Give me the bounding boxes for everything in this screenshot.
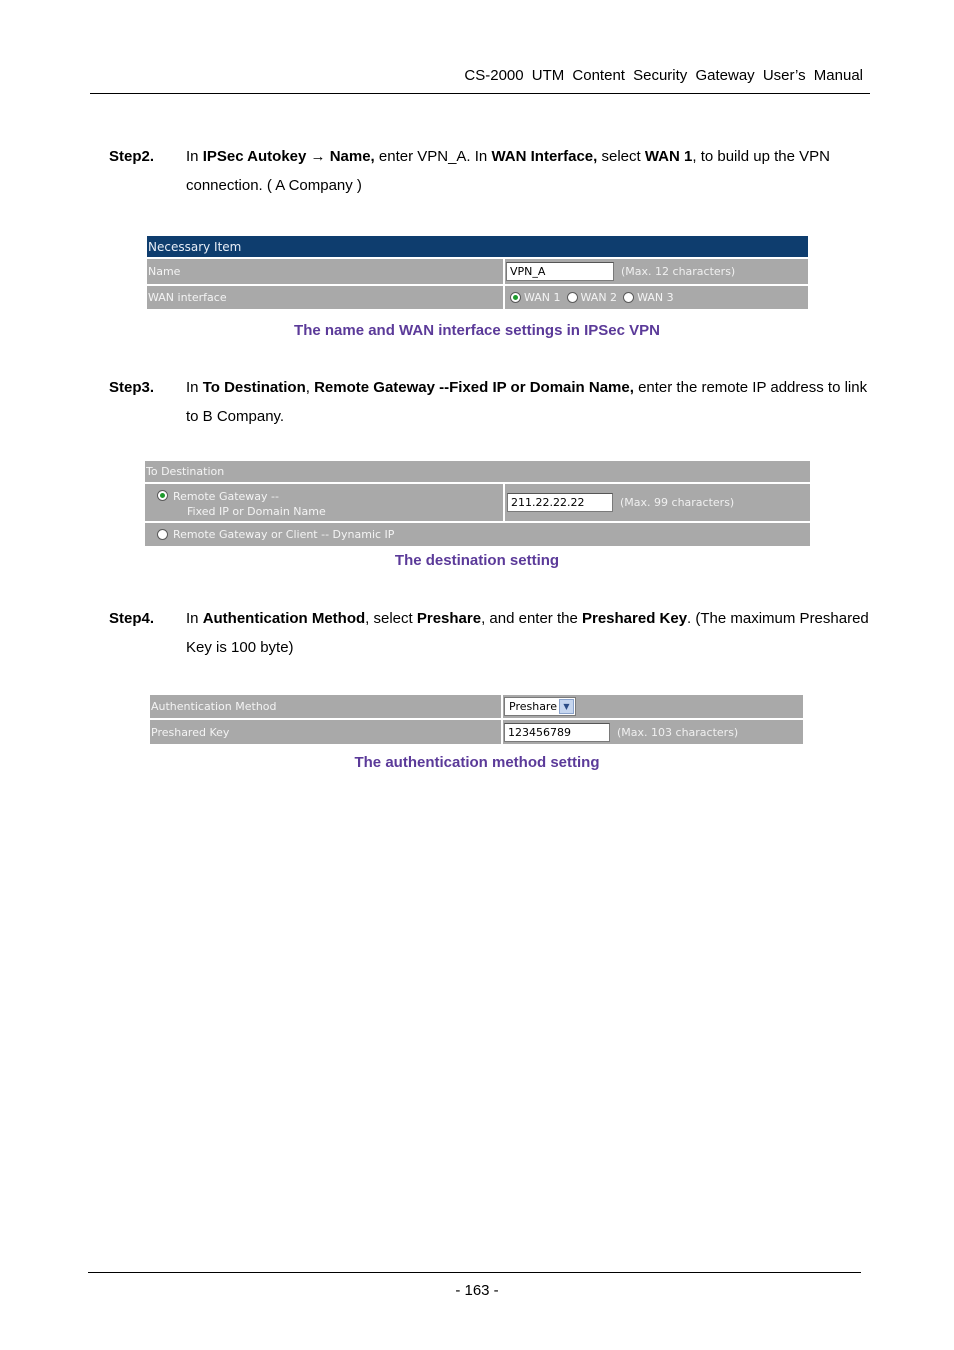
fixed-ip-label-line2: Fixed IP or Domain Name bbox=[187, 505, 326, 518]
auth-method-select[interactable] bbox=[504, 697, 576, 716]
auth-method-row bbox=[150, 695, 803, 718]
name-hint: (Max. 12 characters) bbox=[621, 265, 736, 278]
to-destination-title: To Destination bbox=[146, 465, 225, 478]
step2-text: select bbox=[597, 148, 645, 165]
name-row bbox=[147, 259, 808, 284]
fixed-ip-radio[interactable] bbox=[157, 490, 168, 501]
preshared-key-value-cell bbox=[503, 720, 803, 744]
fixed-ip-label-line1: Remote Gateway -- bbox=[173, 490, 279, 503]
step4-bold-preshared-key: Preshared Key bbox=[581, 610, 688, 627]
step2-text: In bbox=[186, 148, 203, 165]
header-divider bbox=[90, 93, 870, 94]
authentication-panel bbox=[150, 695, 803, 744]
step2-label: Step2. bbox=[109, 148, 155, 165]
step2-bold-wan1: WAN 1 bbox=[644, 148, 693, 165]
wan-interface-label: WAN interface bbox=[148, 291, 227, 304]
name-value-cell bbox=[505, 259, 808, 284]
footer-divider bbox=[88, 1272, 861, 1273]
step4-bold-preshare: Preshare bbox=[416, 610, 482, 627]
wan-options-cell bbox=[505, 286, 808, 309]
step2-text: enter VPN_A. In bbox=[374, 148, 492, 165]
necessary-item-panel bbox=[147, 236, 808, 309]
step3-bold-remote-gateway: Remote Gateway --Fixed IP or Domain Name, bbox=[314, 379, 634, 396]
manual-title: CS-2000 UTM Content Security Gateway User’s Manual bbox=[464, 67, 863, 84]
ip-hint: (Max. 99 characters) bbox=[620, 496, 735, 509]
dynamic-ip-option-cell bbox=[145, 523, 810, 546]
preshared-key-row bbox=[150, 720, 803, 744]
name-input[interactable] bbox=[506, 262, 614, 281]
step4-paragraph bbox=[109, 604, 869, 662]
wan-interface-row bbox=[147, 286, 808, 309]
preshared-key-label: Preshared Key bbox=[151, 725, 230, 739]
to-destination-header bbox=[145, 461, 810, 482]
dynamic-ip-row bbox=[145, 523, 810, 546]
wan1-option[interactable] bbox=[510, 291, 561, 304]
dynamic-ip-radio[interactable] bbox=[157, 529, 168, 540]
step2-bold-wan-interface: WAN Interface, bbox=[491, 148, 598, 165]
to-destination-panel bbox=[145, 461, 810, 546]
wan1-radio[interactable] bbox=[510, 292, 521, 303]
step3-bold-destination: To Destination bbox=[202, 379, 306, 396]
fixed-ip-option-cell bbox=[145, 484, 503, 521]
remote-ip-input[interactable] bbox=[507, 493, 613, 512]
dynamic-ip-label: Remote Gateway or Client -- Dynamic IP bbox=[173, 528, 395, 541]
wan2-label: WAN 2 bbox=[580, 291, 618, 304]
caption-name-wan: The name and WAN interface settings in IPSec VPN bbox=[294, 322, 660, 339]
wan3-option[interactable] bbox=[623, 291, 674, 304]
wan3-label: WAN 3 bbox=[637, 291, 674, 304]
necessary-item-title: Necessary Item bbox=[148, 239, 242, 254]
ip-value-cell bbox=[505, 484, 810, 521]
step2-bold-ipsec: IPSec Autokey bbox=[202, 148, 307, 165]
auth-method-label: Authentication Method bbox=[151, 700, 277, 713]
step2-arrow: → bbox=[306, 148, 330, 165]
step2-paragraph bbox=[109, 142, 869, 200]
step4-text: . (The maximum Preshared Key is 100 byte) bbox=[186, 610, 869, 656]
step4-label: Step4. bbox=[109, 610, 155, 627]
preshared-key-hint: (Max. 103 characters) bbox=[617, 725, 739, 739]
step2-bold-name: Name, bbox=[329, 148, 375, 165]
step3-text: In bbox=[186, 379, 203, 396]
chevron-down-icon[interactable]: ▼ bbox=[559, 699, 574, 714]
step4-text: , and enter the bbox=[481, 610, 582, 627]
step3-text: enter the remote IP address to link to B Company. bbox=[186, 379, 868, 425]
wan2-option[interactable] bbox=[567, 291, 618, 304]
step4-text: In bbox=[186, 610, 203, 627]
step2-text: , to build up the VPN connection. ( A Company ) bbox=[186, 148, 830, 194]
fixed-ip-row bbox=[145, 484, 810, 521]
wan3-radio[interactable] bbox=[623, 292, 634, 303]
wan1-label: WAN 1 bbox=[524, 291, 561, 304]
auth-method-selected: Preshare bbox=[509, 700, 557, 713]
caption-authentication: The authentication method setting bbox=[354, 754, 600, 771]
step4-bold-auth-method: Authentication Method bbox=[202, 610, 366, 627]
page-number: - 163 - bbox=[455, 1282, 499, 1299]
step3-text: , bbox=[305, 379, 315, 396]
step3-label: Step3. bbox=[109, 379, 155, 396]
auth-method-value-cell bbox=[503, 695, 803, 718]
step4-text: , select bbox=[365, 610, 417, 627]
caption-destination: The destination setting bbox=[394, 552, 560, 569]
preshared-key-input[interactable] bbox=[504, 723, 610, 742]
name-label: Name bbox=[148, 265, 181, 278]
necessary-item-header bbox=[147, 236, 808, 257]
wan2-radio[interactable] bbox=[567, 292, 578, 303]
step3-paragraph bbox=[109, 373, 869, 431]
